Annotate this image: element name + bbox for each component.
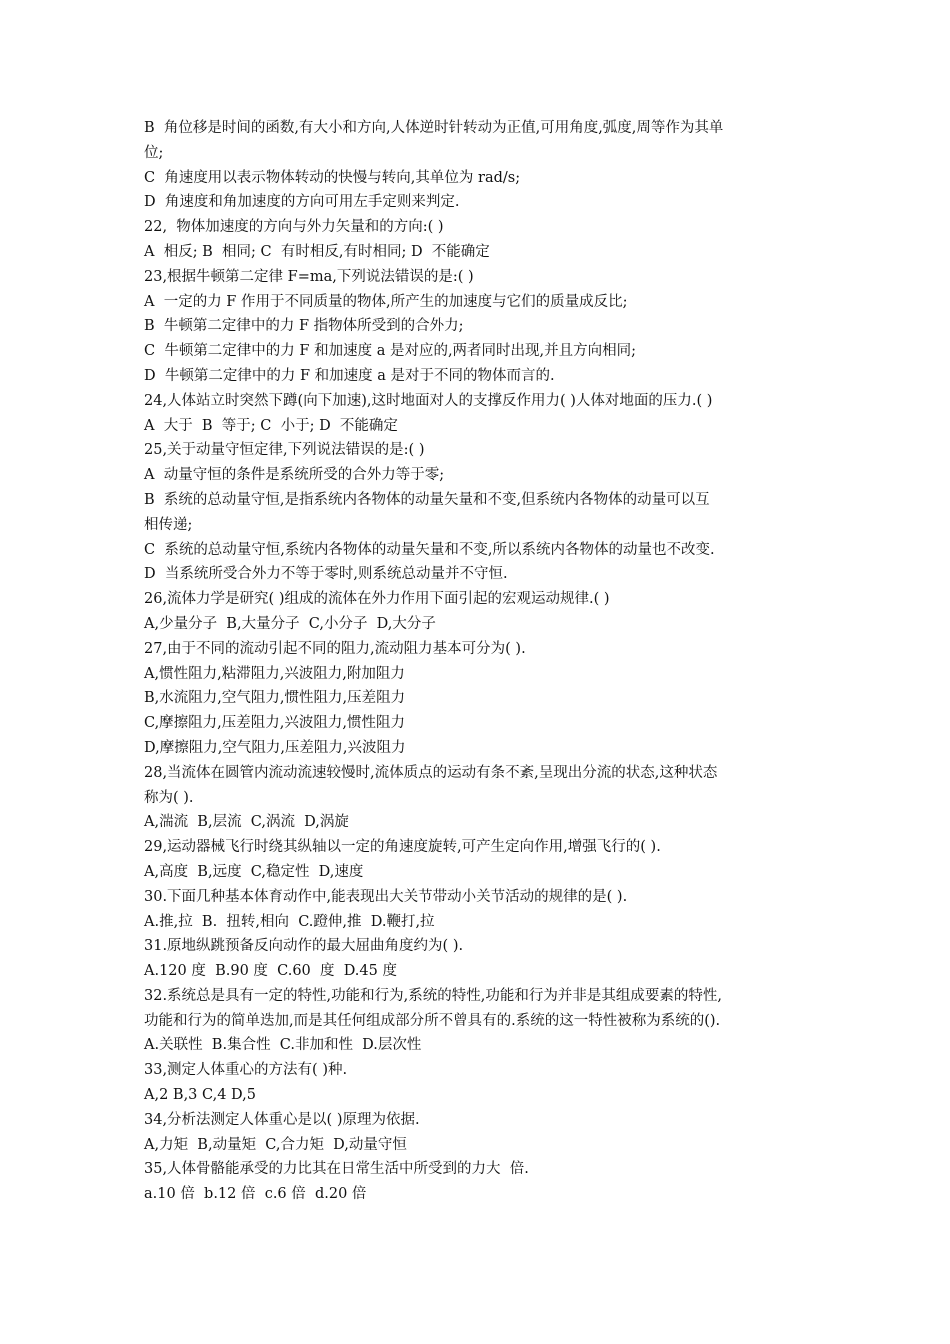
text-line: 29,运动器械飞行时绕其纵轴以一定的角速度旋转,可产生定向作用,增强飞行的( ). xyxy=(144,839,661,856)
text-line: D 角速度和角加速度的方向可用左手定则来判定. xyxy=(144,194,460,211)
text-line: 23,根据牛顿第二定律 F=ma,下列说法错误的是:( ) xyxy=(144,268,474,285)
text-line: C 系统的总动量守恒,系统内各物体的动量矢量和不变,所以系统内各物体的动量也不改变. xyxy=(144,541,715,558)
text-line: A 一定的力 F 作用于不同质量的物体,所产生的加速度与它们的质量成反比; xyxy=(144,293,628,310)
text-line: 相传递; xyxy=(144,516,193,533)
text-line: B,水流阻力,空气阻力,惯性阻力,压差阻力 xyxy=(144,690,406,707)
text-line: C 牛顿第二定律中的力 F 和加速度 a 是对应的,两者同时出现,并且方向相同; xyxy=(144,343,637,360)
text-line: C 角速度用以表示物体转动的快慢与转向,其单位为 rad/s; xyxy=(144,169,521,186)
text-line: 功能和行为的简单迭加,而是其任何组成部分所不曾具有的.系统的这一特性被称为系统的(). xyxy=(144,1012,721,1029)
text-line: 30.下面几种基本体育动作中,能表现出大关节带动小关节活动的规律的是( ). xyxy=(144,888,628,905)
text-line: A,惯性阻力,粘滞阻力,兴波阻力,附加阻力 xyxy=(144,665,405,682)
text-line: 26,流体力学是研究( )组成的流体在外力作用下面引起的宏观运动规律.( ) xyxy=(144,591,610,608)
document-page xyxy=(144,116,814,1207)
text-line: D,摩擦阻力,空气阻力,压差阻力,兴波阻力 xyxy=(144,739,406,756)
text-line: A,湍流 B,层流 C,涡流 D,涡旋 xyxy=(144,814,349,831)
text-line: B 角位移是时间的函数,有大小和方向,人体逆时针转动为正值,可用角度,弧度,周等作为其单 xyxy=(144,120,724,136)
text-line: A.关联性 B.集合性 C.非加和性 D.层次性 xyxy=(144,1037,422,1054)
text-line: 25,关于动量守恒定律,下列说法错误的是:( ) xyxy=(144,442,425,459)
text-line: D 牛顿第二定律中的力 F 和加速度 a 是对于不同的物体而言的. xyxy=(144,367,555,384)
text-line: 22, 物体加速度的方向与外力矢量和的方向:( ) xyxy=(144,219,444,236)
text-line: 35,人体骨骼能承受的力比其在日常生活中所受到的力大 倍. xyxy=(144,1161,529,1178)
text-line: 33,测定人体重心的方法有( )种. xyxy=(144,1062,348,1079)
text-line: 称为( ). xyxy=(144,789,194,806)
text-line: 位; xyxy=(144,144,164,161)
text-line: A,高度 B,远度 C,稳定性 D,速度 xyxy=(144,863,364,880)
text-line: D 当系统所受合外力不等于零时,则系统总动量并不守恒. xyxy=(144,566,508,583)
text-line: B 系统的总动量守恒,是指系统内各物体的动量矢量和不变,但系统内各物体的动量可以互 xyxy=(144,491,710,508)
text-line: 31.原地纵跳预备反向动作的最大屈曲角度约为( ). xyxy=(144,938,464,955)
text-line: A,2 B,3 C,4 D,5 xyxy=(144,1087,256,1104)
text-line: A.推,拉 B. 扭转,相向 C.蹬伸,推 D.鞭打,拉 xyxy=(144,913,435,930)
text-line: A.120 度 B.90 度 C.60 度 D.45 度 xyxy=(144,963,397,980)
text-line: a.10 倍 b.12 倍 c.6 倍 d.20 倍 xyxy=(144,1186,367,1203)
text-line: 32.系统总是具有一定的特性,功能和行为,系统的特性,功能和行为并非是其组成要素的特性, xyxy=(144,987,722,1004)
text-line: 27,由于不同的流动引起不同的阻力,流动阻力基本可分为( ). xyxy=(144,640,526,657)
text-line: A,少量分子 B,大量分子 C,小分子 D,大分子 xyxy=(144,615,436,632)
text-line: 34,分析法测定人体重心是以( )原理为依据. xyxy=(144,1111,420,1128)
text-line: 24,人体站立时突然下蹲(向下加速),这时地面对人的支撑反作用力( )人体对地面的压力.( ) xyxy=(144,392,713,409)
text-line: C,摩擦阻力,压差阻力,兴波阻力,惯性阻力 xyxy=(144,715,406,732)
text-line: A,力矩 B,动量矩 C,合力矩 D,动量守恒 xyxy=(144,1136,407,1153)
text-line: A 相反; B 相同; C 有时相反,有时相同; D 不能确定 xyxy=(144,243,490,260)
text-line: A 动量守恒的条件是系统所受的合外力等于零; xyxy=(144,467,445,484)
text-line: A 大于 B 等于; C 小于; D 不能确定 xyxy=(144,417,398,434)
text-line: 28,当流体在圆管内流动流速较慢时,流体质点的运动有条不紊,呈现出分流的状态,这种状态 xyxy=(144,764,718,781)
text-line: B 牛顿第二定律中的力 F 指物体所受到的合外力; xyxy=(144,318,464,335)
